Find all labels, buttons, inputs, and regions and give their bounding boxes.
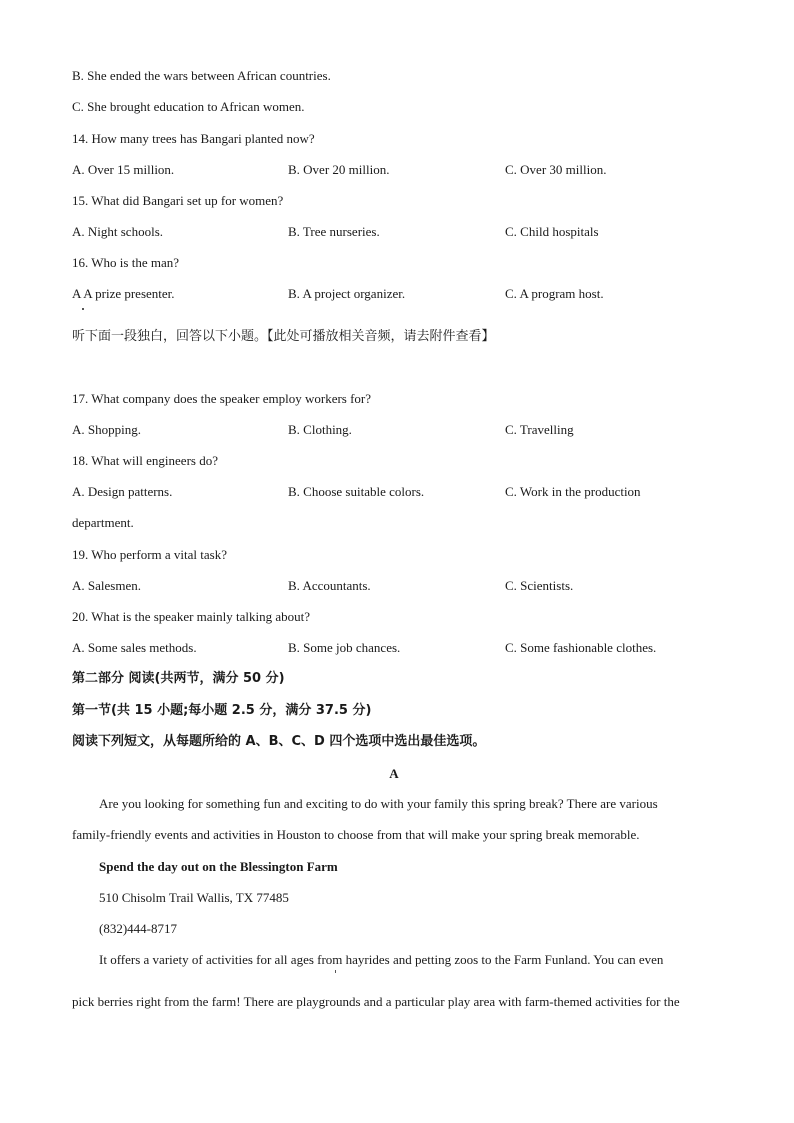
question-19-stem: 19. Who perform a vital task? <box>72 547 227 562</box>
question-18-option-c-continued: department. <box>72 515 134 530</box>
question-13-option-c: C. She brought education to African women. <box>72 99 305 114</box>
question-19-option-b: B. Accountants. <box>288 578 371 593</box>
question-14-option-c: C. Over 30 million. <box>505 162 607 177</box>
part-2-heading: 第二部分 阅读(共两节，满分 50 分) <box>72 671 285 686</box>
question-20-option-b: B. Some job chances. <box>288 640 401 655</box>
question-17-stem: 17. What company does the speaker employ workers for? <box>72 391 372 406</box>
passage-paragraph-1-line-2: family-friendly events and activities in Houston to choose from that will make your spring break memorable. <box>72 827 640 842</box>
venue-address: 510 Chisolm Trail Wallis, TX 77485 <box>99 890 289 905</box>
passage-label: A <box>389 766 399 781</box>
question-20-option-a: A. Some sales methods. <box>72 640 197 655</box>
question-15-option-c: C. Child hospitals <box>505 224 599 239</box>
section-1-heading: 第一节(共 15 小题;每小题 2.5 分，满分 37.5 分) <box>72 703 372 718</box>
venue-title: Spend the day out on the Blessington Farm <box>99 859 338 874</box>
question-18-option-b: B. Choose suitable colors. <box>288 484 425 499</box>
reading-instruction: 阅读下列短文，从每题所给的 A、B、C、D 四个选项中选出最佳选项。 <box>72 734 486 749</box>
question-16-option-c: C. A program host. <box>505 286 604 301</box>
question-16-stem: 16. Who is the man? <box>72 255 179 270</box>
question-13-option-b: B. She ended the wars between African countries. <box>72 68 331 83</box>
stray-dot <box>82 308 84 310</box>
question-20-option-c: C. Some fashionable clothes. <box>505 640 657 655</box>
question-15-stem: 15. What did Bangari set up for women? <box>72 193 284 208</box>
question-15-option-b: B. Tree nurseries. <box>288 224 380 239</box>
question-14-option-a: A. Over 15 million. <box>72 162 175 177</box>
question-15-option-a: A. Night schools. <box>72 224 163 239</box>
venue-phone: (832)444-8717 <box>99 921 177 936</box>
monologue-instruction: 听下面一段独白，回答以下小题。【此处可播放相关音频，请去附件查看】 <box>72 329 495 344</box>
question-18-option-a: A. Design patterns. <box>72 484 173 499</box>
passage-paragraph-2-line-1: It offers a variety of activities for all ages from hayrides and petting zoos to the Farm Funland. You can even <box>99 952 664 967</box>
question-17-option-c: C. Travelling <box>505 422 574 437</box>
question-16-option-b: B. A project organizer. <box>288 286 406 301</box>
question-19-option-a: A. Salesmen. <box>72 578 141 593</box>
question-17-option-b: B. Clothing. <box>288 422 352 437</box>
question-14-option-b: B. Over 20 million. <box>288 162 390 177</box>
question-14-stem: 14. How many trees has Bangari planted now? <box>72 131 315 146</box>
passage-paragraph-1-line-1: Are you looking for something fun and exciting to do with your family this spring break? There are various <box>99 796 658 811</box>
question-17-option-a: A. Shopping. <box>72 422 141 437</box>
question-18-option-c: C. Work in the production <box>505 484 641 499</box>
passage-paragraph-2-line-2: pick berries right from the farm! There are playgrounds and a particular play area with farm-themed activities for the <box>72 994 680 1009</box>
question-19-option-c: C. Scientists. <box>505 578 574 593</box>
stray-mark <box>335 970 336 973</box>
question-20-stem: 20. What is the speaker mainly talking about? <box>72 609 311 624</box>
question-18-stem: 18. What will engineers do? <box>72 453 218 468</box>
question-16-option-a: A A prize presenter. <box>72 286 175 301</box>
